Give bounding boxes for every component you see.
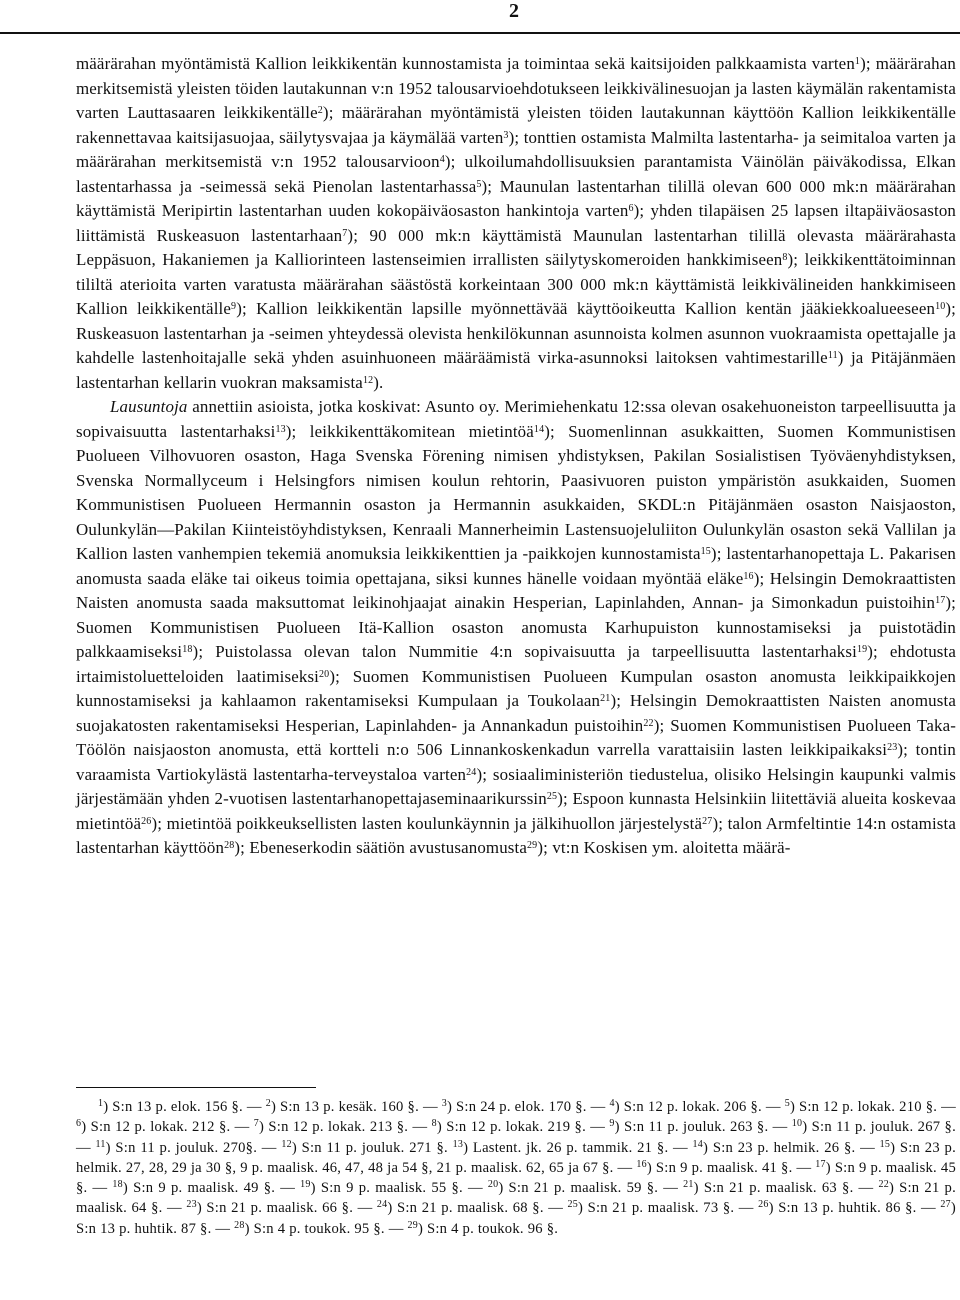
text-run: ) S:n 11 p. jouluk. 267 §. —: [76, 1119, 957, 1156]
footnote-ref: 3: [503, 129, 509, 141]
text-run: ); Ebeneserkodin säätiön avustusanomusta: [234, 838, 528, 857]
footnote-ref: 19: [856, 644, 868, 655]
footnote-ref: 12: [362, 374, 374, 386]
text-run: ); ehdotusta irtaimistoluetteloiden laatimiseksi: [76, 642, 956, 686]
text-run: ) S:n 24 p. elok. 170 §. —: [447, 1099, 610, 1115]
paragraph: [76, 52, 956, 395]
footnote-ref: 9: [231, 301, 237, 312]
text-run: ) S:n 12 p. lokak. 206 §. —: [614, 1099, 785, 1115]
text-run: ) S:n 21 p. maalisk. 63 §. —: [693, 1180, 879, 1197]
text-run: ) S:n 11 p. jouluk. 270§. —: [105, 1139, 282, 1156]
footnote-ref: 21: [683, 1179, 694, 1191]
text-run: ); yhden tilapäisen 25 lapsen iltapäiväosaston liittämistä Ruskeasuon lastentarhaan: [76, 201, 957, 245]
footnote-ref: 17: [935, 595, 946, 606]
text-run: ).: [373, 372, 384, 392]
text-run: ) S:n 13 p. huhtik. 86 §. —: [768, 1200, 941, 1217]
body-text: [76, 52, 956, 861]
text-run: ); leikkikenttäkomitean mietintöä: [285, 421, 534, 441]
text-run: ); Kallion leikkikentän lapsille myönnettävää käyttöoikeutta Kallion kentän jääkiekkoalueeseen: [236, 299, 936, 318]
text-run: ); Suomen Kommunistisen Puolueen Itä-Kallion osaston anomusta Karhupuiston kunnostamiseksi ja puistotädin palkkaamiseksi: [76, 593, 956, 661]
text-run: ) S:n 4 p. toukok. 95 §. —: [244, 1220, 408, 1237]
text-run: ) S:n 21 p. maalisk. 73 §. —: [578, 1200, 759, 1217]
footnote-ref: 21: [600, 693, 611, 704]
text-run: ) S:n 21 p. maalisk. 68 §. —: [387, 1200, 568, 1217]
text-run: ); sosiaaliministeriön tiedustelua, olisiko Helsingin kaupunki valmis järjestämään yhden 2-vuotisen lastentarhanopettajaseminaarikurssin: [76, 764, 956, 808]
page-number: 2: [509, 0, 519, 22]
footnote-ref: 29: [527, 840, 538, 851]
footnote-separator: [76, 1087, 316, 1088]
footnotes: [76, 1097, 956, 1239]
text-run: ) S:n 21 p. maalisk. 66 §. —: [196, 1200, 377, 1217]
footnote-ref: 1: [98, 1098, 104, 1109]
footnote-ref: 10: [935, 301, 946, 312]
text-run: ) S:n 13 p. elok. 156 §. —: [103, 1099, 266, 1115]
text-run: ) S:n 11 p. jouluk. 271 §.: [291, 1139, 453, 1156]
text-run: ) S:n 12 p. lokak. 212 §. —: [81, 1119, 254, 1136]
footnote-ref: 24: [466, 766, 477, 778]
text-run: ); Suomen Kommunistisen Puolueen Taka-Töölön naisjaoston anomusta, että kortteli n:o 506 Linnankoskenkadun varrella varattaisiin lasten leikkipaikaksi: [76, 715, 956, 759]
footnote-ref: 3: [441, 1098, 447, 1109]
footnote-ref: 25: [546, 791, 558, 802]
footnote-ref: 11: [827, 350, 838, 361]
text-run: ); vt:n Koskisen ym. aloitetta määrä-: [537, 838, 791, 857]
text-run: ) S:n 12 p. lokak. 210 §. —: [789, 1099, 956, 1115]
text-run: ) S:n 9 p. maalisk. 49 §. —: [122, 1180, 301, 1197]
footnote-ref: 26: [141, 815, 152, 827]
text-run: ); tonttien ostamista Malmilta lastentarha- ja seimitaloa varten ja määrärahan merkitsemistä v:n 1952 talousarvioon: [76, 127, 956, 171]
footnote-ref: 28: [234, 1219, 245, 1231]
footnote-ref: 13: [275, 423, 286, 435]
footnote-ref: 20: [319, 668, 330, 680]
footnote-ref: 15: [879, 1138, 891, 1150]
footnote-ref: 10: [791, 1118, 803, 1130]
footnote-ref: 18: [182, 644, 193, 655]
footnote-ref: 23: [186, 1199, 197, 1211]
text-run: ) S:n 9 p. maalisk. 55 §. —: [310, 1180, 488, 1197]
footnote-ref: 2: [317, 105, 323, 116]
footnote-text: [76, 1097, 956, 1239]
footnote-ref: 22: [643, 717, 654, 729]
text-run: ); määrärahan myöntämistä yleisten töiden lautakunnan käyttöön Kallion leikkikentälle rakennettavaa kaitsijasuojaa, säilytysvajaa ja käymälää varten: [76, 103, 957, 147]
footnote-ref: 8: [782, 252, 788, 263]
footnote-ref: 8: [431, 1118, 437, 1130]
paragraph: [76, 395, 956, 861]
footnote-ref: 5: [476, 178, 482, 190]
text-run: ); leikkikenttätoiminnan tililtä aterioita varten varatusta määrärahan säästöstä korkeintaan 300 000 mk:n käyttämistä leikkivälineiden hankkimiseen Kallion leikkikentälle: [76, 250, 956, 318]
text-run: ); Espoon kunnasta Helsinkiin liitettäviä alueita koskevaa mietintöä: [76, 789, 956, 833]
footnote-ref: 12: [281, 1138, 292, 1150]
footnote-ref: 22: [878, 1179, 889, 1191]
text-run: ) S:n 13 p. kesäk. 160 §. —: [270, 1099, 442, 1115]
footnote-ref: 1: [854, 56, 861, 67]
text-run: ) S:n 11 p. jouluk. 263 §. —: [614, 1119, 792, 1136]
text-run: ); ulkoilumahdollisuuksien parantamista Väinölän päiväkodissa, Elkan lastentarhassa ja -seimessä sekä Pienolan lastentarhassa: [76, 152, 956, 196]
footnote-ref: 11: [95, 1138, 106, 1150]
emphasis-text: Lausuntoja: [110, 397, 188, 416]
footnote-ref: 19: [300, 1179, 311, 1191]
footnote-ref: 25: [567, 1199, 579, 1211]
footnote-ref: 13: [452, 1138, 464, 1150]
text-run: ); Suomen Kommunistisen Puolueen Kumpulan osaston anomusta leikkipaikkojen kunnostamiseksi ja kahlaamon rakentamiseksi Kumpulaan ja Toukolaan: [76, 666, 956, 710]
text-run: ); mietintöä poikkeuksellisten lasten koulunkäynnin ja jälkihuollon järjestelystä: [151, 813, 703, 833]
footnote-ref: 18: [112, 1179, 123, 1191]
text-run: ); Helsingin Demokraattisten Naisten anomusta saada maksuttomat leikinohjaajat ainakin Hesperian, Lapinlahden, Annan- ja Simonkadun puistoihin: [76, 568, 957, 612]
text-run: annettiin asioista, jotka koskivat: Asunto oy. Merimiehenkatu 12:ssa olevan osakehuoneiston tarpeellisuutta ja sopivaisuutta lastentarhaksi: [76, 397, 956, 441]
text-run: ) S:n 12 p. lokak. 219 §. —: [436, 1119, 610, 1136]
text-run: ); Ruskeasuon lastentarhan ja -seimen yhteydessä olevista henkilökunnan asunnoista kolmen asunnon vuokraamista opettajalle ja kahdelle lastenhoitajalle sekä yhden asuinhuoneen määräämistä virka-asunnoksi laitoksen vahtimestarille: [76, 299, 956, 367]
text-run: ); talon Armfeltintie 14:n ostamista lastentarhan käyttöön: [76, 813, 956, 857]
text-run: ) S:n 23 p. helmik. 26 §. —: [703, 1139, 880, 1156]
text-run: ); lastentarhanopettaja L. Pakarisen anomusta saada eläke tai oikeus toimia opettajana, siksi kunnes hänelle voidaan myöntää eläke: [76, 544, 956, 588]
text-run: ); Suomenlinnan asukkaitten, Suomen Kommunistisen Puolueen Vilhovuoren osaston, Haga Svenska Förening nimisen yhdistyksen, Pakilan Sosialistisen Työväenyhdistyksen, Svenska Normallyceum i Helsingfors nimisen koulun rehtorin, Paasivuoren puiston ympäristön asukkaiden, Suomen Kommunistisen Puolueen Hermannin osaston ja Hermannin asukkaiden, SKDL:n Pitäjänmäen osaston Naisjaoston, Oulunkylän—Pakilan Kiinteistöyhdistyksen, Kenraali Mannerheimin Lastensuojeluliiton Oulunkylän osaston sekä Vallilan ja Kallion lasten vanhempien tekemiä anomuksia leikkikenttien ja -paikkojen kunnostamista: [76, 421, 956, 563]
footnote-ref: 16: [743, 570, 754, 582]
text-run: ) S:n 13 p. huhtik. 87 §. —: [76, 1200, 956, 1237]
footnote-ref: 14: [692, 1138, 704, 1150]
text-run: ); Helsingin Demokraattisten Naisten anomusta suojakatosten rakentamiseksi Hesperian, Lapinlahden- ja Annankadun puistoihin: [76, 691, 956, 735]
footnote-ref: 16: [636, 1158, 647, 1170]
footnote-ref: 4: [609, 1098, 615, 1109]
text-run: ); Maunulan lastentarhan tilillä olevan 600 000 mk:n määrärahan käyttämistä Meripirtin lastentarhan uuden kokopäiväosaston hankintoja varten: [76, 176, 957, 220]
footnote-ref: 23: [887, 742, 898, 753]
footnote-ref: 9: [609, 1118, 615, 1130]
text-run: ) Lastent. jk. 26 p. tammik. 21 §. —: [463, 1139, 693, 1156]
text-run: ) S:n 9 p. maalisk. 41 §. —: [646, 1159, 816, 1176]
footnote-ref: 17: [815, 1158, 826, 1170]
footnote-ref: 15: [700, 546, 711, 557]
footnote-ref: 7: [253, 1118, 260, 1130]
text-run: ) S:n 21 p. maalisk. 64 §. —: [76, 1180, 957, 1217]
header-rule: [0, 32, 960, 34]
text-run: ) ja Pitäjänmäen lastentarhan kellarin vuokran maksamista: [76, 348, 956, 392]
text-run: ); 90 000 mk:n käyttämistä Maunulan lastentarhan tilillä olevasta määrärahasta Leppäsuon, Hakaniemen ja Kalliorinteen lastenseimien irrallisten säilytyskomeroiden hankkimiseen: [76, 225, 956, 269]
footnote-ref: 20: [487, 1179, 499, 1191]
footnote-ref: 26: [758, 1199, 769, 1211]
text-run: ); tontin varaamista Vartiokylästä lastentarha-terveystaloa varten: [76, 740, 956, 784]
text-run: ) S:n 21 p. maalisk. 59 §. —: [498, 1180, 684, 1197]
footnote-ref: 6: [628, 203, 634, 214]
footnote-ref: 27: [702, 815, 713, 827]
footnote-ref: 14: [533, 423, 545, 435]
footnote-ref: 2: [265, 1098, 271, 1109]
text-run: ) S:n 4 p. toukok. 96 §.: [417, 1220, 559, 1237]
footnote-ref: 29: [407, 1219, 418, 1231]
text-run: ) S:n 12 p. lokak. 213 §. —: [259, 1119, 432, 1136]
footnote-ref: 6: [76, 1118, 82, 1130]
footnote-ref: 24: [376, 1199, 388, 1211]
footnote-ref: 28: [224, 840, 235, 851]
text-run: ); Puistolassa olevan talon Nummitie 4:n sopivaisuutta ja tarpeellisuutta lastentarhaksi: [192, 642, 857, 661]
footnote-ref: 4: [439, 154, 445, 165]
footnote-ref: 5: [784, 1098, 790, 1109]
text-run: ) S:n 9 p. maalisk. 45 §. —: [76, 1159, 956, 1197]
text-run: ); määrärahan merkitsemistä yleisten töiden lautakunnan v:n 1952 talousarvioehdotukseen leikkivälinesuojan ja lasten käymälän rakentamista varten Lauttasaaren leikkikentälle: [76, 54, 956, 122]
footnote-ref: 7: [342, 227, 348, 239]
footnote-ref: 27: [940, 1199, 951, 1211]
text-run: määrärahan myöntämistä Kallion leikkikentän kunnostamista ja toimintaa sekä kaitsijoiden palkkaamista varten: [76, 54, 855, 73]
text-run: ) S:n 23 p. helmik. 27, 28, 29 ja 30 §, 9 p. maalisk. 46, 47, 48 ja 54 §, 21 p. maalisk. 62, 65 ja 67 §. —: [76, 1139, 956, 1176]
